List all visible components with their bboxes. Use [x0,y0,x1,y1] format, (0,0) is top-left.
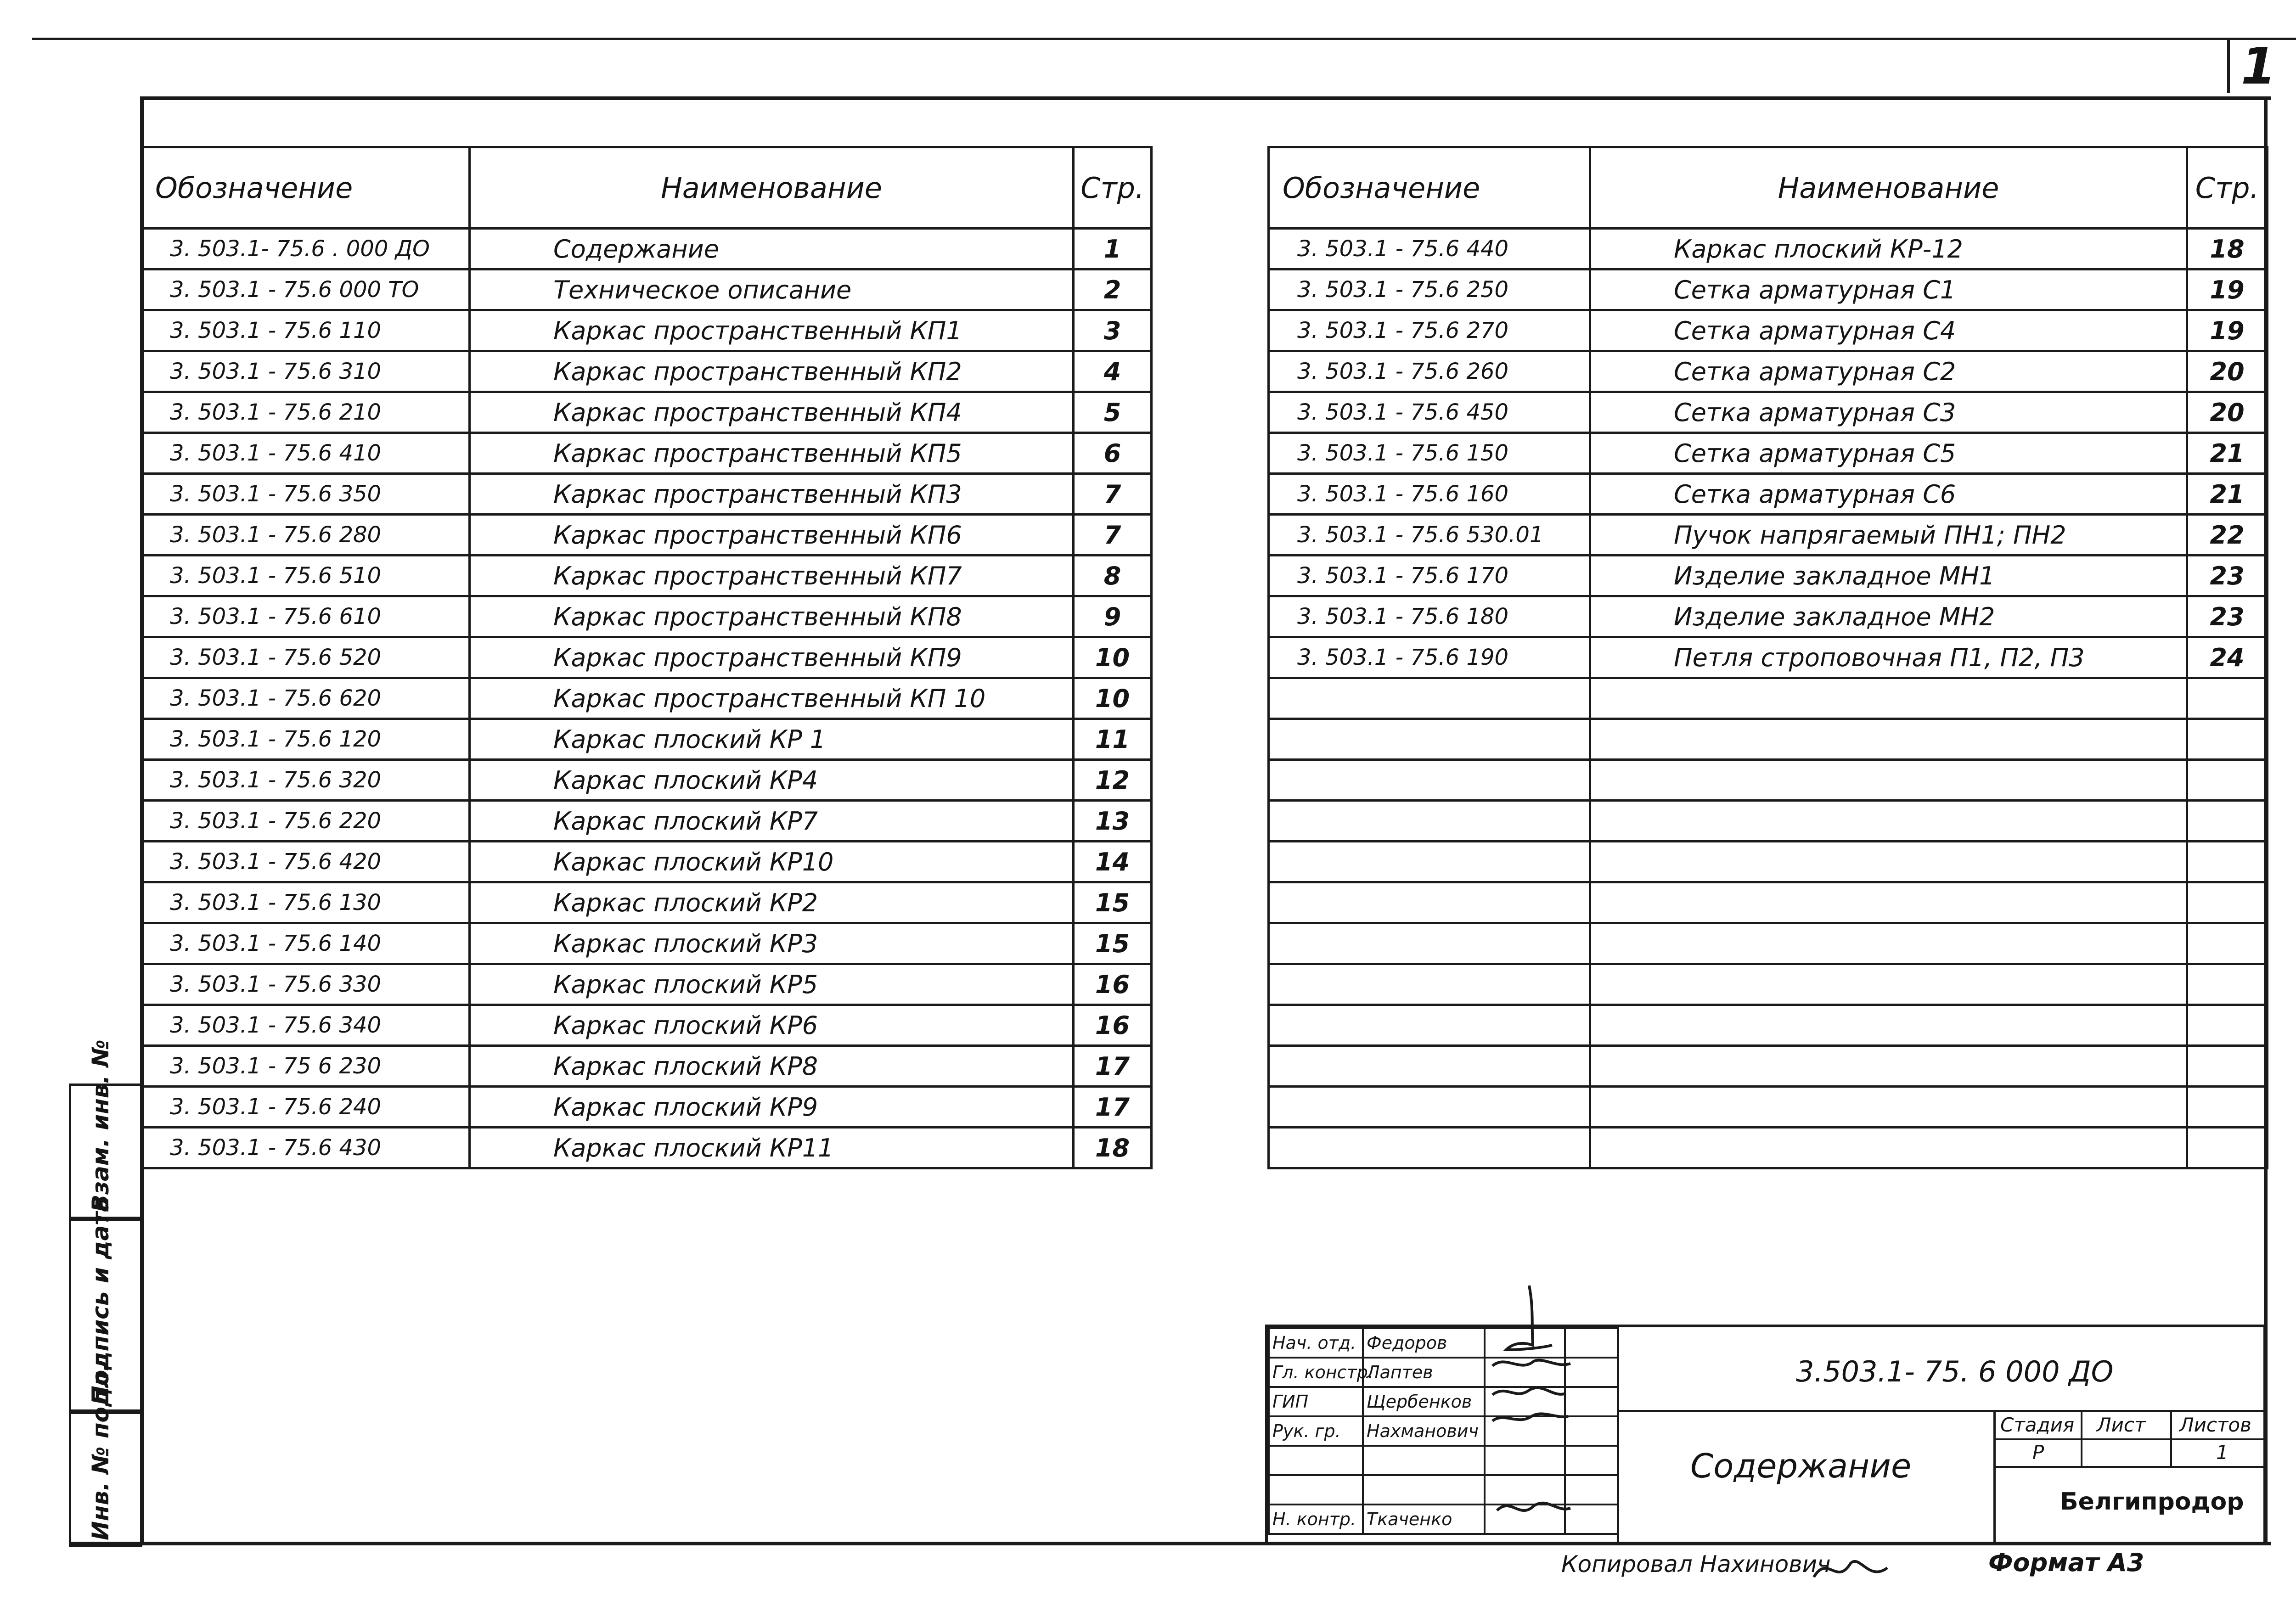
empty-cell [1269,923,1590,964]
cell-name: Каркас пространственный КП7 [470,556,1074,596]
empty-row [1269,760,2268,801]
empty-row [1269,1046,2268,1087]
cell-name: Каркас плоский КР7 [470,801,1074,842]
cell-code: 3. 503.1 - 75.6 310 [141,351,470,392]
cell-code: 3. 503.1 - 75.6 520 [141,637,470,678]
cell-page: 14 [1074,842,1152,882]
cell-code: 3. 503.1 - 75.6 440 [1269,229,1590,269]
cell-name: Каркас плоский КР2 [470,882,1074,923]
col-header-page: Стр. [2187,147,2268,229]
table-row [141,596,1152,637]
table-row [141,637,1152,678]
cell-code: 3. 503.1- 75.6 . 000 ДО [141,229,470,269]
table-row [141,392,1152,433]
table-row [141,1128,1152,1168]
empty-cell [2187,1087,2268,1128]
table-row [1269,229,2268,269]
empty-cell [1590,678,2187,719]
cell-page: 2 [1074,269,1152,310]
table-row [141,269,1152,310]
col-header-name: Наименование [470,147,1074,229]
cell-code: 3. 503.1 - 75.6 000 ТО [141,269,470,310]
cell-name: Изделие закладное МН1 [1590,556,2187,596]
empty-row [1269,882,2268,923]
title-block [1265,1325,2266,1545]
table-row [1269,596,2268,637]
cell-code: 3. 503.1 - 75.6 610 [141,596,470,637]
table-header-row [1269,147,2268,229]
cell-page: 15 [1074,882,1152,923]
table-row [141,515,1152,556]
staff-name: Щербенков [1363,1387,1485,1416]
empty-cell [1269,1005,1590,1046]
table-row [141,678,1152,719]
cell-name: Каркас пространственный КП5 [470,433,1074,474]
cell-page: 11 [1074,719,1152,760]
sheet-title: Содержание [1690,1447,1912,1485]
cell-name: Каркас пространственный КП9 [470,637,1074,678]
col-header-name: Наименование [1590,147,2187,229]
empty-cell [1590,1046,2187,1087]
cell-name: Каркас плоский КР3 [470,923,1074,964]
cell-page: 7 [1074,515,1152,556]
cell-page: 22 [2187,515,2268,556]
empty-cell [1269,1087,1590,1128]
stage-value: Р [2032,1441,2044,1464]
empty-cell [1590,1087,2187,1128]
cell-code: 3. 503.1 - 75.6 510 [141,556,470,596]
stage-grid-col-line-2 [2170,1410,2172,1466]
cell-code: 3. 503.1 - 75.6 450 [1269,392,1590,433]
cell-page: 8 [1074,556,1152,596]
cell-name: Каркас пространственный КП6 [470,515,1074,556]
empty-cell [2187,719,2268,760]
staff-name: Лаптев [1363,1358,1485,1387]
cell-page: 7 [1074,474,1152,515]
empty-row [1269,923,2268,964]
cell-page: 13 [1074,801,1152,842]
table-row [1269,474,2268,515]
empty-cell [1269,801,1590,842]
table-row [141,433,1152,474]
cell-name: Каркас плоский КР11 [470,1128,1074,1168]
cell-name: Каркас пространственный КП8 [470,596,1074,637]
cell-name: Пучок напрягаемый ПН1; ПН2 [1590,515,2187,556]
cell-name: Сетка арматурная С4 [1590,310,2187,351]
cell-code: 3. 503.1 - 75.6 210 [141,392,470,433]
cell-code: 3. 503.1 - 75.6 350 [141,474,470,515]
cell-page: 10 [1074,637,1152,678]
empty-row [1269,801,2268,842]
cell-page: 12 [1074,760,1152,801]
cell-code: 3. 503.1 - 75.6 140 [141,923,470,964]
empty-row [1269,842,2268,882]
staff-role [1269,1446,1363,1475]
cell-name: Каркас пространственный КП 10 [470,678,1074,719]
cell-code: 3. 503.1 - 75.6 150 [1269,433,1590,474]
cell-code: 3. 503.1 - 75.6 340 [141,1005,470,1046]
table-row [141,310,1152,351]
empty-row [1269,1087,2268,1128]
cell-page: 6 [1074,433,1152,474]
empty-cell [1269,719,1590,760]
col-header-page: Стр. [1074,147,1152,229]
table-row [141,842,1152,882]
side-strip-cell-3 [69,1363,142,1547]
table-row [1269,392,2268,433]
contents-table-left [140,146,1153,1169]
cell-page: 23 [2187,556,2268,596]
cell-page: 1 [1074,229,1152,269]
empty-row [1269,678,2268,719]
cell-name: Каркас плоский КР5 [470,964,1074,1005]
organization: Белгипродор [2060,1488,2244,1516]
cell-code: 3. 503.1 - 75.6 110 [141,310,470,351]
table-row [1269,556,2268,596]
cell-code: 3. 503.1 - 75.6 170 [1269,556,1590,596]
cell-code: 3. 503.1 - 75.6 130 [141,882,470,923]
cell-page: 23 [2187,596,2268,637]
cell-code: 3. 503.1 - 75.6 220 [141,801,470,842]
table-row [1269,310,2268,351]
frame-top [140,96,2271,100]
table-row [1269,515,2268,556]
table-row [141,351,1152,392]
cell-name: Каркас плоский КР8 [470,1046,1074,1087]
table-row [141,882,1152,923]
document-code: 3.503.1- 75. 6 000 ДО [1796,1355,2114,1388]
cell-name: Каркас плоский КР9 [470,1087,1074,1128]
paper-format: Формат А3 [1988,1548,2144,1577]
cell-code: 3. 503.1 - 75.6 180 [1269,596,1590,637]
table-row [141,229,1152,269]
cell-code: 3. 503.1 - 75.6 270 [1269,310,1590,351]
cell-name: Каркас плоский КР 1 [470,719,1074,760]
cell-code: 3. 503.1 - 75.6 330 [141,964,470,1005]
cell-name: Каркас пространственный КП1 [470,310,1074,351]
cell-page: 16 [1074,1005,1152,1046]
table-row [141,1046,1152,1087]
cell-page: 20 [2187,351,2268,392]
table-row [141,964,1152,1005]
table-row [141,801,1152,842]
cell-name: Каркас плоский КР-12 [1590,229,2187,269]
empty-cell [2187,760,2268,801]
cell-code: 3. 503.1 - 75.6 240 [141,1087,470,1128]
sheets-value: 1 [2216,1441,2228,1464]
empty-cell [1269,1128,1590,1168]
cell-name: Изделие закладное МН2 [1590,596,2187,637]
cell-page: 18 [2187,229,2268,269]
cell-page: 10 [1074,678,1152,719]
table-row [141,719,1152,760]
empty-cell [1590,719,2187,760]
cell-name: Каркас плоский КР10 [470,842,1074,882]
cell-name: Сетка арматурная С1 [1590,269,2187,310]
cell-name: Каркас пространственный КП2 [470,351,1074,392]
stage-grid-row-line [1996,1438,2267,1440]
empty-cell [1590,882,2187,923]
empty-cell [1269,842,1590,882]
empty-cell [1590,964,2187,1005]
empty-cell [1590,801,2187,842]
cell-page: 17 [1074,1046,1152,1087]
sheet-tab-divider [2227,38,2230,93]
cell-code: 3. 503.1 - 75.6 190 [1269,637,1590,678]
table-header-row [141,147,1152,229]
staff-role: Рук. гр. [1269,1416,1363,1446]
cell-code: 3. 503.1 - 75.6 160 [1269,474,1590,515]
empty-row [1269,1005,2268,1046]
cell-code: 3. 503.1 - 75 6 230 [141,1046,470,1087]
staff-role: Нач. отд. [1269,1328,1363,1358]
cell-page: 15 [1074,923,1152,964]
table-row [141,760,1152,801]
col-header-code: Обозначение [141,147,470,229]
empty-row [1269,964,2268,1005]
copied-by: Копировал Нахинович [1561,1551,1831,1578]
cell-code: 3. 503.1 - 75.6 120 [141,719,470,760]
empty-cell [2187,1128,2268,1168]
table-row [141,474,1152,515]
sheet-number: 1 [2241,37,2276,95]
cell-name: Сетка арматурная С2 [1590,351,2187,392]
empty-cell [1269,1046,1590,1087]
cell-page: 21 [2187,474,2268,515]
empty-cell [2187,678,2268,719]
side-strip-label-3: Инв. № подл. [87,1363,114,1540]
staff-role: Н. контр. [1269,1505,1363,1534]
cell-name: Сетка арматурная С5 [1590,433,2187,474]
cell-page: 19 [2187,269,2268,310]
empty-cell [1269,882,1590,923]
signature-scribbles [1479,1281,1671,1538]
staff-role: ГИП [1269,1387,1363,1416]
empty-cell [2187,842,2268,882]
side-strip-label-2: Подпись и дата [87,1196,114,1405]
empty-cell [2187,882,2268,923]
empty-cell [1590,842,2187,882]
cell-code: 3. 503.1 - 75.6 260 [1269,351,1590,392]
empty-cell [2187,964,2268,1005]
cell-name: Каркас пространственный КП3 [470,474,1074,515]
cell-code: 3. 503.1 - 75.6 530.01 [1269,515,1590,556]
cell-code: 3. 503.1 - 75.6 430 [141,1128,470,1168]
cell-page: 5 [1074,392,1152,433]
cell-page: 9 [1074,596,1152,637]
empty-cell [1590,1005,2187,1046]
cell-page: 16 [1074,964,1152,1005]
empty-cell [1269,760,1590,801]
cell-page: 20 [2187,392,2268,433]
cell-name: Сетка арматурная С3 [1590,392,2187,433]
table-row [141,556,1152,596]
stage-label: Стадия [2000,1414,2075,1436]
cell-page: 19 [2187,310,2268,351]
top-rule [32,38,2296,40]
cell-page: 4 [1074,351,1152,392]
cell-code: 3. 503.1 - 75.6 250 [1269,269,1590,310]
staff-name [1363,1446,1485,1475]
empty-cell [1590,923,2187,964]
table-row [1269,433,2268,474]
empty-cell [2187,923,2268,964]
stage-grid-col-line [2081,1410,2082,1466]
cell-code: 3. 503.1 - 75.6 320 [141,760,470,801]
cell-name: Техническое описание [470,269,1074,310]
cell-code: 3. 503.1 - 75.6 620 [141,678,470,719]
empty-row [1269,719,2268,760]
staff-name: Федоров [1363,1328,1485,1358]
table-row [141,1087,1152,1128]
table-row [1269,269,2268,310]
empty-cell [2187,1046,2268,1087]
table-row [1269,637,2268,678]
table-row [1269,351,2268,392]
staff-name [1363,1475,1485,1505]
cell-name: Содержание [470,229,1074,269]
staff-name: Ткаченко [1363,1505,1485,1534]
contents-table-right [1267,146,2268,1169]
cell-page: 21 [2187,433,2268,474]
cell-page: 24 [2187,637,2268,678]
staff-name: Нахманович [1363,1416,1485,1446]
cell-name: Каркас плоский КР4 [470,760,1074,801]
empty-cell [1590,760,2187,801]
cell-name: Сетка арматурная С6 [1590,474,2187,515]
col-header-code: Обозначение [1269,147,1590,229]
cell-name: Каркас плоский КР6 [470,1005,1074,1046]
cell-code: 3. 503.1 - 75.6 420 [141,842,470,882]
cell-code: 3. 503.1 - 75.6 410 [141,433,470,474]
sheets-label: Листов [2179,1414,2251,1436]
stage-grid [1993,1410,2267,1543]
staff-role [1269,1475,1363,1505]
empty-cell [2187,1005,2268,1046]
cell-name: Каркас пространственный КП4 [470,392,1074,433]
cell-page: 18 [1074,1128,1152,1168]
stage-grid-row-line-2 [1996,1466,2267,1468]
cell-page: 3 [1074,310,1152,351]
table-row [141,1005,1152,1046]
sheet-label: Лист [2097,1414,2146,1436]
empty-cell [1269,964,1590,1005]
cell-code: 3. 503.1 - 75.6 280 [141,515,470,556]
cell-name: Петля строповочная П1, П2, П3 [1590,637,2187,678]
table-row [141,923,1152,964]
staff-role: Гл. констр. [1269,1358,1363,1387]
empty-row [1269,1128,2268,1168]
empty-cell [2187,801,2268,842]
empty-cell [1590,1128,2187,1168]
side-strip-label-1: Взам. инв. № [87,1039,114,1212]
empty-cell [1269,678,1590,719]
cell-page: 17 [1074,1087,1152,1128]
